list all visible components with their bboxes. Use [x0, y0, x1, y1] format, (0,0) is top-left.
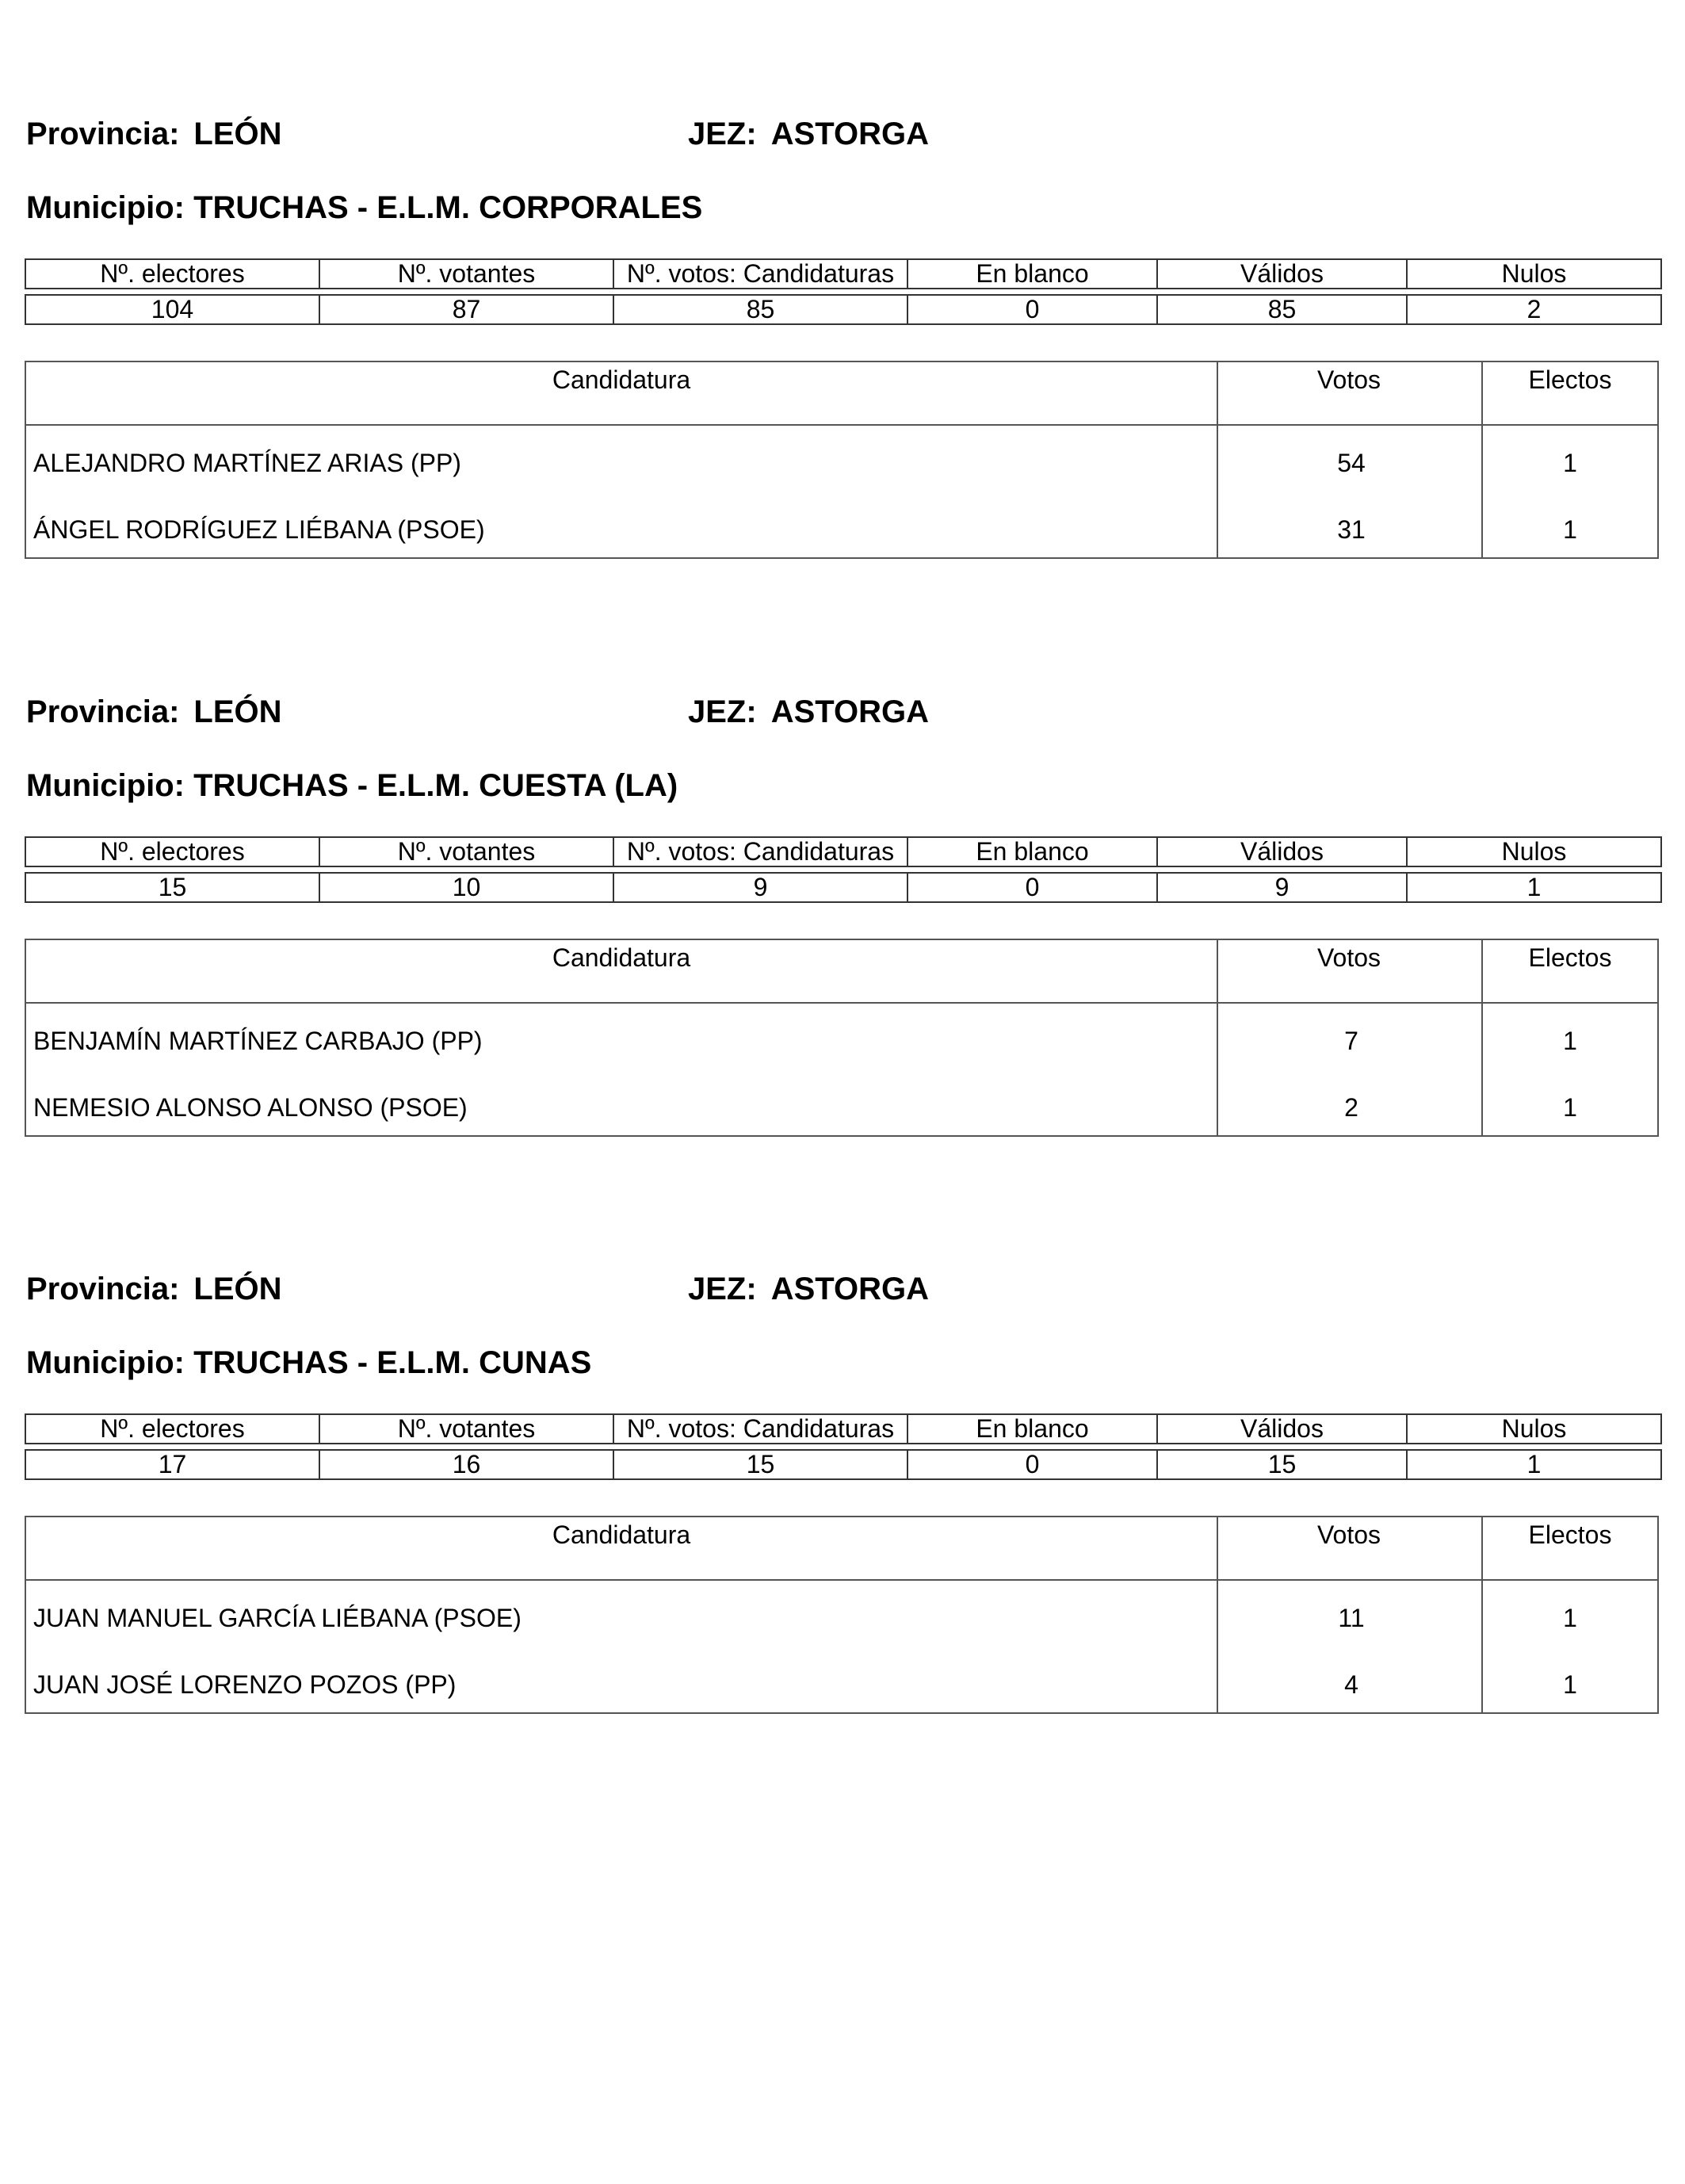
municipio-label: Municipio:	[26, 768, 185, 803]
jez-heading	[688, 693, 929, 731]
value-nulos: 1	[1407, 873, 1661, 902]
provincia-label: Provincia:	[26, 1272, 180, 1306]
summary-value-row	[25, 873, 1661, 902]
header-candidatura: Candidatura	[552, 943, 691, 972]
candidate-votos: 2	[1344, 1093, 1358, 1122]
jez-value: ASTORGA	[770, 1272, 929, 1306]
summary-value-row	[25, 1450, 1661, 1479]
value-votantes: 16	[319, 1450, 613, 1479]
value-nulos: 2	[1407, 295, 1661, 324]
value-candidaturas: 9	[613, 873, 907, 902]
value-votantes: 10	[319, 873, 613, 902]
jez-heading	[688, 115, 929, 153]
section-cuesta	[0, 578, 1685, 1125]
header-electos: Electos	[1528, 365, 1612, 394]
candidate-votos: 54	[1337, 449, 1366, 477]
provincia-heading	[26, 115, 282, 153]
provincia-value: LEÓN	[193, 694, 282, 729]
provincia-value: LEÓN	[193, 1272, 282, 1306]
header-electos: Electos	[1528, 943, 1612, 972]
header-validos: Válidos	[1157, 837, 1407, 866]
header-electos: Electos	[1528, 1520, 1612, 1549]
candidate-name: JUAN MANUEL GARCÍA LIÉBANA (PSOE)	[33, 1604, 522, 1632]
municipio-heading	[26, 1344, 591, 1382]
header-electores: Nº. electores	[25, 1414, 319, 1444]
provincia-label: Provincia:	[26, 694, 180, 729]
header-votantes: Nº. votantes	[319, 837, 613, 866]
header-electores: Nº. electores	[25, 259, 319, 289]
jez-label: JEZ:	[688, 1272, 757, 1306]
header-votantes: Nº. votantes	[319, 1414, 613, 1444]
header-candidaturas: Nº. votos: Candidaturas	[613, 259, 907, 289]
municipio-value: TRUCHAS - E.L.M. CUESTA (LA)	[193, 768, 678, 803]
value-blanco: 0	[907, 295, 1157, 324]
provincia-heading	[26, 1270, 282, 1308]
municipio-heading	[26, 767, 678, 805]
candidate-name: BENJAMÍN MARTÍNEZ CARBAJO (PP)	[33, 1027, 483, 1055]
header-candidaturas: Nº. votos: Candidaturas	[613, 1414, 907, 1444]
candidate-votos: 7	[1344, 1027, 1358, 1055]
candidatura-table	[25, 1516, 1659, 1714]
candidate-votos: 31	[1337, 515, 1366, 544]
summary-table	[25, 258, 1662, 325]
candidate-votos: 4	[1344, 1670, 1358, 1699]
provincia-heading	[26, 693, 282, 731]
candidate-name: ÁNGEL RODRÍGUEZ LIÉBANA (PSOE)	[33, 515, 485, 544]
municipio-value: TRUCHAS - E.L.M. CUNAS	[193, 1345, 592, 1380]
header-votos: Votos	[1316, 365, 1381, 394]
municipio-value: TRUCHAS - E.L.M. CORPORALES	[193, 190, 703, 225]
value-candidaturas: 15	[613, 1450, 907, 1479]
value-validos: 85	[1157, 295, 1407, 324]
candidate-electos: 1	[1563, 1093, 1577, 1122]
candidatura-table	[25, 361, 1659, 559]
summary-header-row	[25, 837, 1661, 866]
candidate-votos: 11	[1338, 1604, 1365, 1632]
value-validos: 9	[1157, 873, 1407, 902]
municipio-label: Municipio:	[26, 1345, 185, 1380]
header-candidatura: Candidatura	[552, 365, 691, 394]
candidate-electos: 1	[1563, 1604, 1577, 1632]
summary-header-row	[25, 1414, 1661, 1444]
municipio-heading	[26, 189, 702, 227]
value-electores: 15	[25, 873, 319, 902]
jez-value: ASTORGA	[770, 694, 929, 729]
header-validos: Válidos	[1157, 259, 1407, 289]
header-blanco: En blanco	[907, 1414, 1157, 1444]
header-candidatura: Candidatura	[552, 1520, 691, 1549]
header-votos: Votos	[1316, 1520, 1381, 1549]
candidate-electos: 1	[1563, 515, 1577, 544]
candidate-electos: 1	[1563, 1670, 1577, 1699]
provincia-value: LEÓN	[193, 117, 282, 151]
value-candidaturas: 85	[613, 295, 907, 324]
header-votos: Votos	[1316, 943, 1381, 972]
value-votantes: 87	[319, 295, 613, 324]
candidate-name: NEMESIO ALONSO ALONSO (PSOE)	[33, 1093, 468, 1122]
provincia-label: Provincia:	[26, 117, 180, 151]
header-blanco: En blanco	[907, 259, 1157, 289]
candidate-electos: 1	[1563, 449, 1577, 477]
value-validos: 15	[1157, 1450, 1407, 1479]
candidate-name: JUAN JOSÉ LORENZO POZOS (PP)	[33, 1670, 457, 1699]
summary-value-row	[25, 295, 1661, 324]
value-blanco: 0	[907, 873, 1157, 902]
section-cunas	[0, 1155, 1685, 1702]
header-votantes: Nº. votantes	[319, 259, 613, 289]
value-electores: 104	[25, 295, 319, 324]
value-nulos: 1	[1407, 1450, 1661, 1479]
header-electores: Nº. electores	[25, 837, 319, 866]
summary-header-row	[25, 259, 1661, 289]
header-nulos: Nulos	[1407, 837, 1661, 866]
summary-table	[25, 836, 1662, 903]
jez-heading	[688, 1270, 929, 1308]
value-electores: 17	[25, 1450, 319, 1479]
header-validos: Válidos	[1157, 1414, 1407, 1444]
candidatura-table	[25, 939, 1659, 1137]
municipio-label: Municipio:	[26, 190, 185, 225]
jez-label: JEZ:	[688, 694, 757, 729]
header-blanco: En blanco	[907, 837, 1157, 866]
jez-value: ASTORGA	[770, 117, 929, 151]
header-candidaturas: Nº. votos: Candidaturas	[613, 837, 907, 866]
jez-label: JEZ:	[688, 117, 757, 151]
section-corporales	[0, 0, 1685, 547]
candidate-name: ALEJANDRO MARTÍNEZ ARIAS (PP)	[33, 449, 461, 477]
candidate-electos: 1	[1563, 1027, 1577, 1055]
value-blanco: 0	[907, 1450, 1157, 1479]
header-nulos: Nulos	[1407, 259, 1661, 289]
header-nulos: Nulos	[1407, 1414, 1661, 1444]
summary-table	[25, 1413, 1662, 1480]
